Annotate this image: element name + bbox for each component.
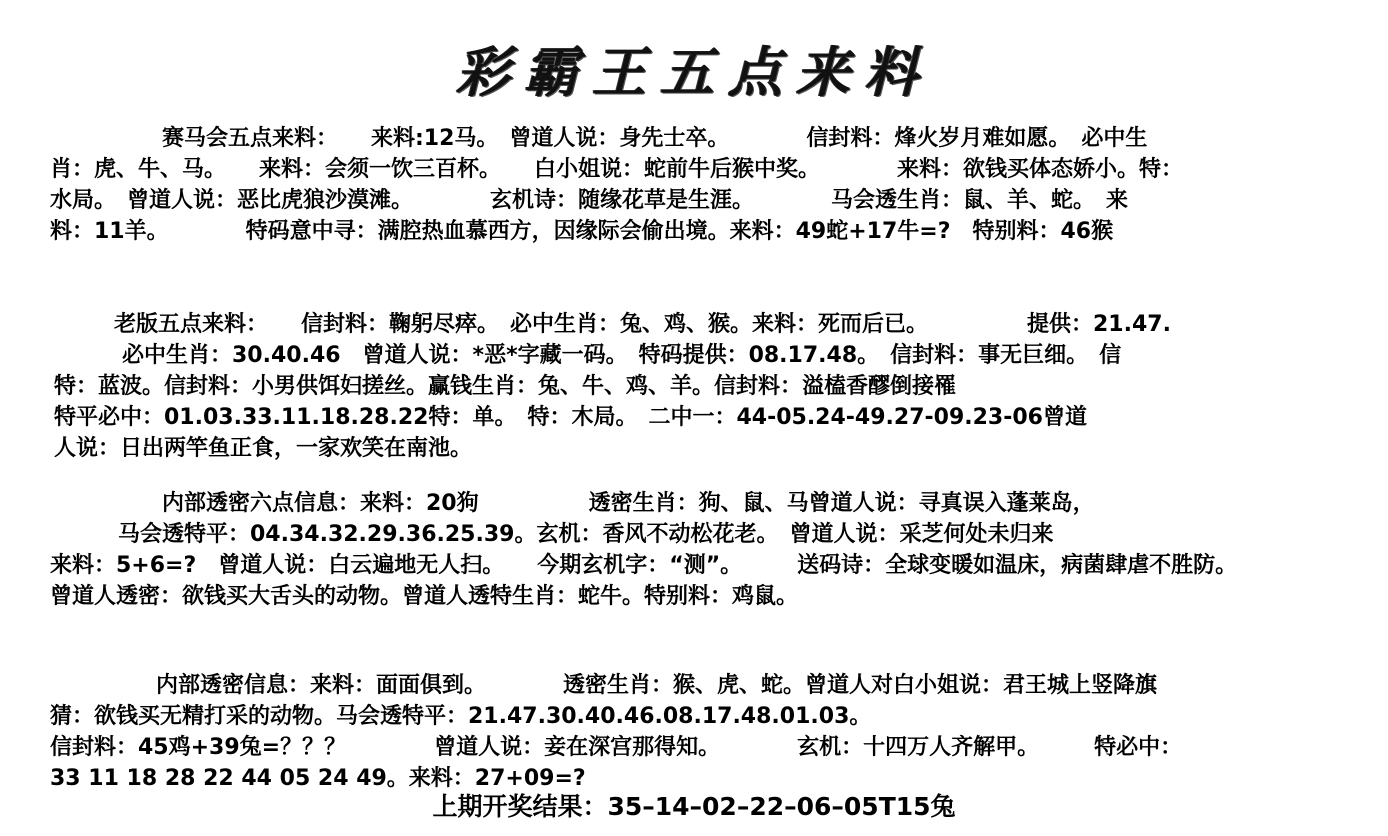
section2-line1: 老版五点来料： 信封料：鞠躬尽瘁。 必中生肖：兔、鸡、猴。来料：死而后已。 提供：21.47. [114,312,1171,337]
section4-line2: 猜：欲钱买无精打采的动物。马会透特平：21.47.30.40.46.08.17.48.01.03。 [50,704,872,729]
page-title: 彩霸王五点来料 [456,40,932,104]
section1-line4: 料：11羊。 特码意中寻：满腔热血慕西方，因缘际会偷出境。来料：49蛇+17牛=? 特别料：46猴 [50,219,1114,244]
section3-line4: 曾道人透密：欲钱买大舌头的动物。曾道人透特生肖：蛇牛。特别料：鸡鼠。 [50,584,799,609]
section4-line3: 信封料：45鸡+39兔=？？？ 曾道人说：妾在深宫那得知。 玄机：十四万人齐解甲。 特必中： [50,735,1183,760]
section1-line2: 肖：虎、牛、马。 来料：会须一饮三百杯。 白小姐说：蛇前牛后猴中奖。 来料：欲钱买体态娇小。特： [50,157,1184,182]
section3-line2: 马会透特平：04.34.32.29.36.25.39。玄机：香风不动松花老。 曾道人说：采芝何处未归来 [118,522,1054,547]
section2-line2: 必中生肖：30.40.46 曾道人说：*恶*字藏一码。 特码提供：08.17.48。 信封料：事无巨细。 信 [122,343,1122,368]
section1-line1: 赛马会五点来料： 来料:12马。 曾道人说：身先士卒。 信封料：烽火岁月难如愿。 必中生 [162,126,1148,151]
section2-line3: 特：蓝波。信封料：小男供饵妇搓丝。赢钱生肖：兔、牛、鸡、羊。信封料：溢榼香醪倒接罹 [54,374,957,399]
section2-line4: 特平必中：01.03.33.11.18.28.22特：单。 特：木局。 二中一：44-05.24-49.27-09.23-06曾道 [54,405,1087,430]
last-draw-result: 上期开奖结果：35–14–02–22–06–05T15兔 [432,792,956,821]
section2-line5: 人说：日出两竿鱼正食，一家欢笑在南池。 [54,436,473,461]
section3-line1: 内部透密六点信息：来料：20狗 透密生肖：狗、鼠、马曾道人说：寻真误入蓬莱岛， [162,491,1095,516]
section3-line3: 来料：5+6=? 曾道人说：白云遍地无人扫。 今期玄机字：“测”。 送码诗：全球变暖如温床，病菌肆虐不胜防。 [50,553,1238,578]
section4-line4: 33 11 18 28 22 44 05 24 49。来料：27+09=? [50,766,586,791]
section4-line1: 内部透密信息：来料：面面俱到。 透密生肖：猴、虎、蛇。曾道人对白小姐说：君王城上竖降旗 [156,673,1158,698]
section1-line3: 水局。 曾道人说：恶比虎狼沙漠滩。 玄机诗：随缘花草是生涯。 马会透生肖：鼠、羊、蛇。 来 [50,188,1129,213]
